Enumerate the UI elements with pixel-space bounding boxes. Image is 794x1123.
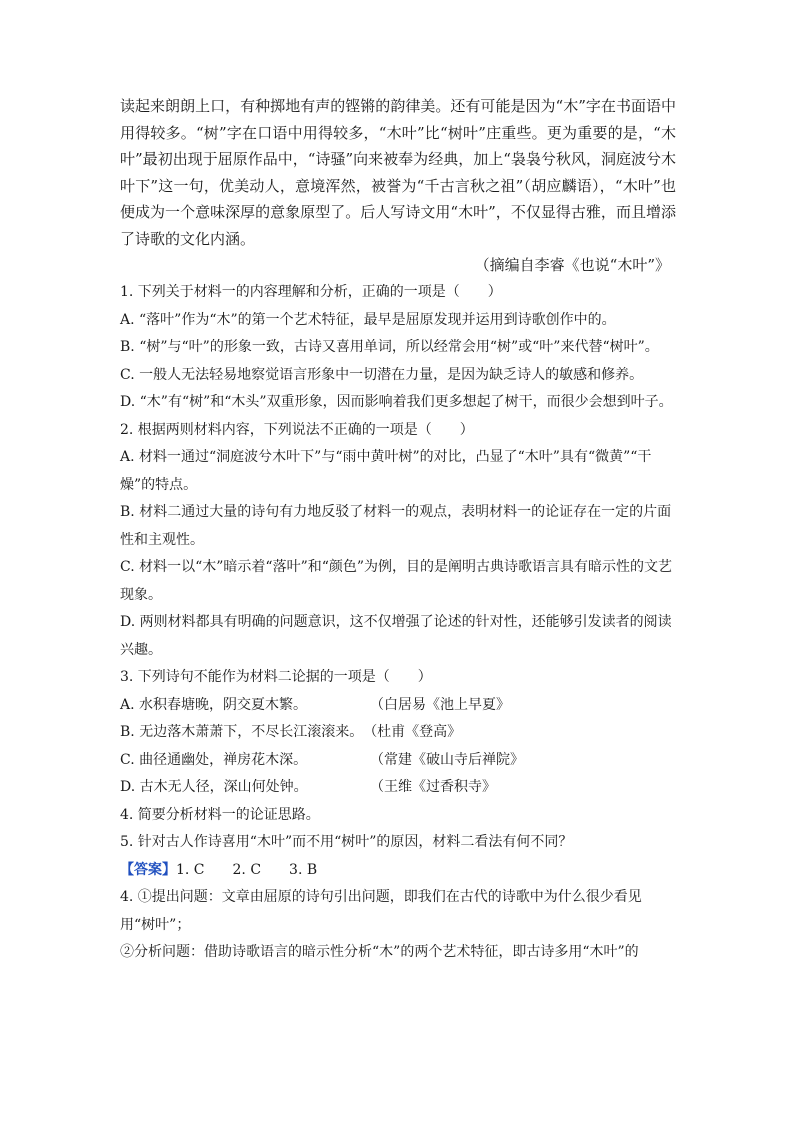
document-page (120, 93, 676, 967)
question-3-stem: 3. 下列诗句不能作为材料二论据的一项是（ ） (120, 669, 432, 685)
question-3-option-b (120, 719, 676, 747)
question-3-option-a (120, 692, 676, 720)
question-2-option-b: B. 材料二通过大量的诗句有力地反驳了材料一的观点，表明材料一的论证存在一定的片面性和主观性。 (120, 504, 672, 548)
poem-line: B. 无边落木萧萧下，不尽长江滚滚来。 (120, 724, 364, 740)
question-1-stem: 1. 下列关于材料一的内容理解和分析，正确的一项是（ ） (120, 284, 502, 300)
question-2-option-c: C. 材料一以“木”暗示着“落叶”和“颜色”为例，目的是阐明古典诗歌语言具有暗示性的文艺现象。 (120, 559, 673, 603)
answer-q4-step2: ②分析问题：借助诗歌语言的暗示性分析“木”的两个艺术特征，即古诗多用“木叶”的 (120, 944, 639, 960)
question-2-stem: 2. 根据两则材料内容，下列说法不正确的一项是（ ） (120, 421, 474, 438)
answer-q4-intro: 4. ①提出问题：文章由屈原的诗句引出问题，即我们在古代的诗歌中为什么很少看见用“树叶”； (120, 889, 642, 933)
answer-line (120, 857, 676, 885)
answer-tag: 【答案】 (120, 861, 176, 878)
poem-line: C. 曲径通幽处，禅房花木深。 (120, 751, 308, 768)
question-1-option-b: B. “树”与“叶”的形象一致，古诗又喜用单词，所以经常会用“树”或“叶”来代替“树叶”。 (120, 339, 659, 355)
poem-source: （白居易《池上早夏》 (370, 696, 510, 713)
passage-source: （摘编自李睿《也说“木叶”》 (474, 256, 670, 274)
question-5-stem: 5. 针对古人作诗喜用“木叶”而不用“树叶”的原因，材料二看法有何不同？ (120, 834, 573, 850)
poem-source: （王维《过香积寺》 (370, 779, 496, 795)
answer-choices: 1. C 2. C 3. B (176, 861, 318, 878)
question-2-option-a: A. 材料一通过“洞庭波兮木叶下”与“雨中黄叶树”的对比，凸显了“木叶”具有“微黄”“干燥”的特点。 (120, 449, 652, 493)
question-1-option-a: A. “落叶”作为“木”的第一个艺术特征，最早是屈原发现并运用到诗歌创作中的。 (120, 311, 616, 328)
question-3-option-d (120, 774, 676, 802)
poem-line: A. 水积春塘晚，阴交夏木繁。 (120, 696, 308, 713)
passage-paragraph: 读起来朗朗上口，有种掷地有声的铿锵的韵律美。还有可能是因为“木”字在书面语中用得较多。“树”字在口语中用得较多，“木叶”比“树叶”庄重些。更为重要的是，“木叶”最初出现于屈原作品中，“诗骚”向来被奉为经典，加上“袅袅兮秋风，洞庭波兮木叶下”这一句，优美动人，意境浑然，被誉为“千古言秋之祖”（胡应麟语），“木叶”也便成为一个意味深厚的意象原型了。后人写诗文用“木叶”，不仅显得古雅，而且增添了诗歌的文化内涵。 (120, 97, 676, 248)
question-1-option-c: C. 一般人无法轻易地察觉语言形象中一切潜在力量，是因为缺乏诗人的敏感和修养。 (120, 366, 644, 383)
poem-source: （常建《破山寺后禅院》 (370, 751, 524, 768)
question-3-option-c (120, 747, 676, 775)
question-2-option-d: D. 两则材料都具有明确的问题意识，这不仅增强了论述的针对性，还能够引发读者的阅读兴趣。 (120, 614, 672, 658)
question-4-stem: 4. 简要分析材料一的论证思路。 (120, 806, 320, 823)
question-1-option-d: D. “木”有“树”和“木头”双重形象，因而影响着我们更多想起了树干，而很少会想到叶子。 (120, 394, 673, 410)
poem-line: D. 古木无人径，深山何处钟。 (120, 779, 308, 795)
poem-source: （杜甫《登高》 (363, 724, 462, 740)
